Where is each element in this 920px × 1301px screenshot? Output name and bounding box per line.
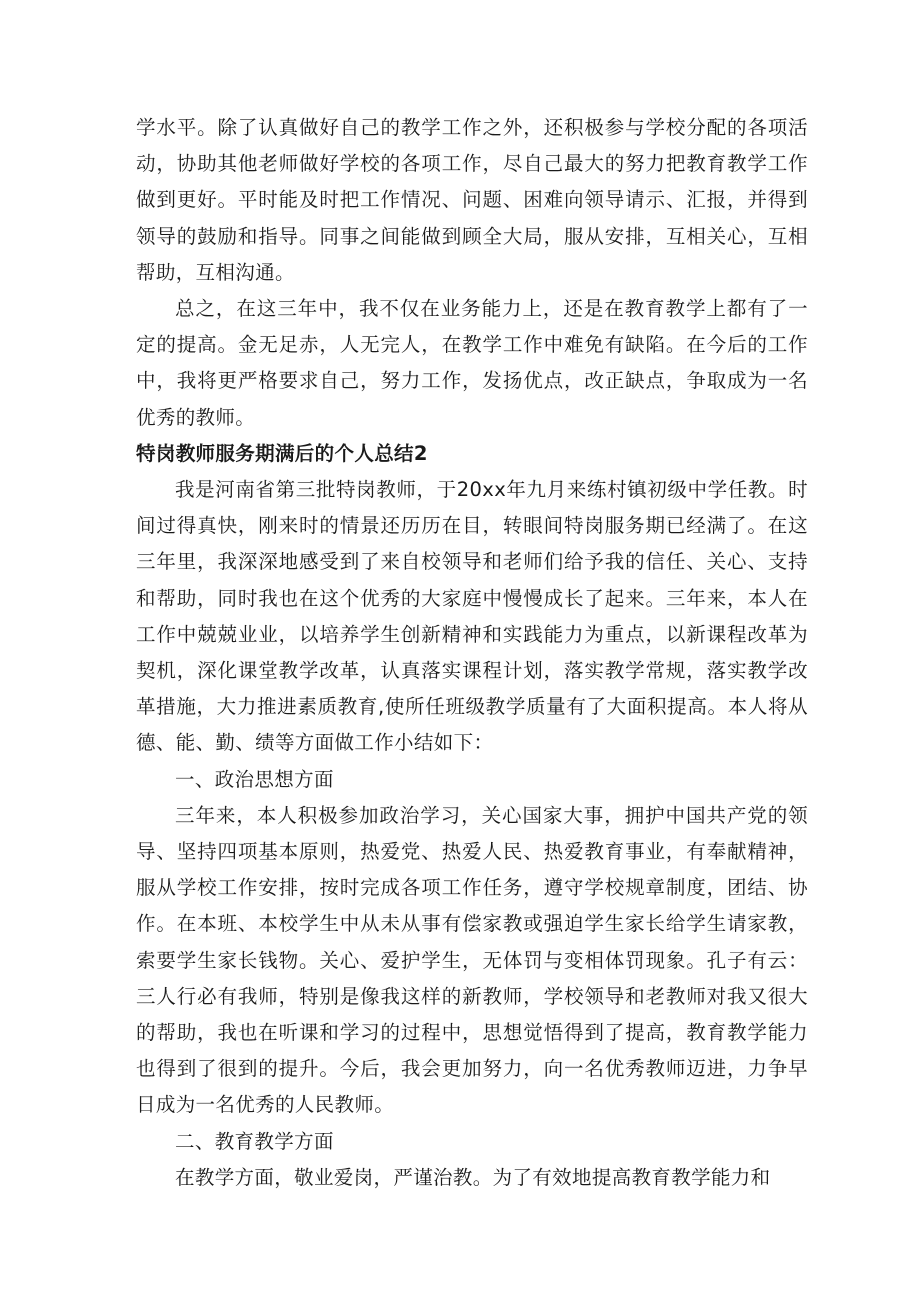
paragraph-conclusion: 总之，在这三年中，我不仅在业务能力上，还是在教育教学上都有了一定的提高。金无足赤，人无完人，在教学工作中难免有缺陷。在今后的工作中，我将更严格要求自己，努力工作，发扬优点，改正缺点，争取成为一名优秀的教师。: [136, 297, 808, 429]
paragraph-continued: 学水平。除了认真做好自己的教学工作之外，还积极参与学校分配的各项活动，协助其他老师做好学校的各项工作，尽自己最大的努力把教育教学工作做到更好。平时能及时把工作情况、问题、困难向领导请示、汇报，并得到领导的鼓励和指导。同事之间能做到顾全大局，服从安排，互相关心，互相帮助，互相沟通。: [136, 116, 808, 284]
document-body: [136, 110, 808, 1196]
subheading-political: 一、政治思想方面: [175, 767, 334, 791]
section-heading: 特岗教师服务期满后的个人总结2: [136, 441, 428, 465]
subheading-teaching: 二、教育教学方面: [175, 1129, 334, 1153]
paragraph-teaching: 在教学方面，敬业爱岗，严谨治教。为了有效地提高教育教学能力和: [175, 1165, 771, 1189]
paragraph-political: 三年来，本人积极参加政治学习，关心国家大事，拥护中国共产党的领导、坚持四项基本原则，热爱党、热爱人民、热爱教育事业，有奉献精神，服从学校工作安排，按时完成各项工作任务，遵守学校规章制度，团结、协作。在本班、本校学生中从未从事有偿家教或强迫学生家长给学生请家教，索要学生家长钱物。关心、爱护学生，无体罚与变相体罚现象。孔子有云：三人行必有我师，特别是像我这样的新教师，学校领导和老教师对我又很大的帮助，我也在听课和学习的过程中，思想觉悟得到了提高，教育教学能力也得到了很到的提升。今后，我会更加努力，向一名优秀教师迈进，力争早日成为一名优秀的人民教师。: [136, 803, 808, 1117]
paragraph-intro: 我是河南省第三批特岗教师，于20xx年九月来练村镇初级中学任教。时间过得真快，刚来时的情景还历历在目，转眼间特岗服务期已经满了。在这三年里，我深深地感受到了来自校领导和老师们给予我的信任、关心、支持和帮助，同时我也在这个优秀的大家庭中慢慢成长了起来。三年来，本人在工作中兢兢业业，以培养学生创新精神和实践能力为重点，以新课程改革为契机，深化课堂教学改革，认真落实课程计划，落实教学常规，落实教学改革措施，大力推进素质教育,使所任班级教学质量有了大面积提高。本人将从德、能、勤、绩等方面做工作小结如下：: [136, 478, 808, 755]
